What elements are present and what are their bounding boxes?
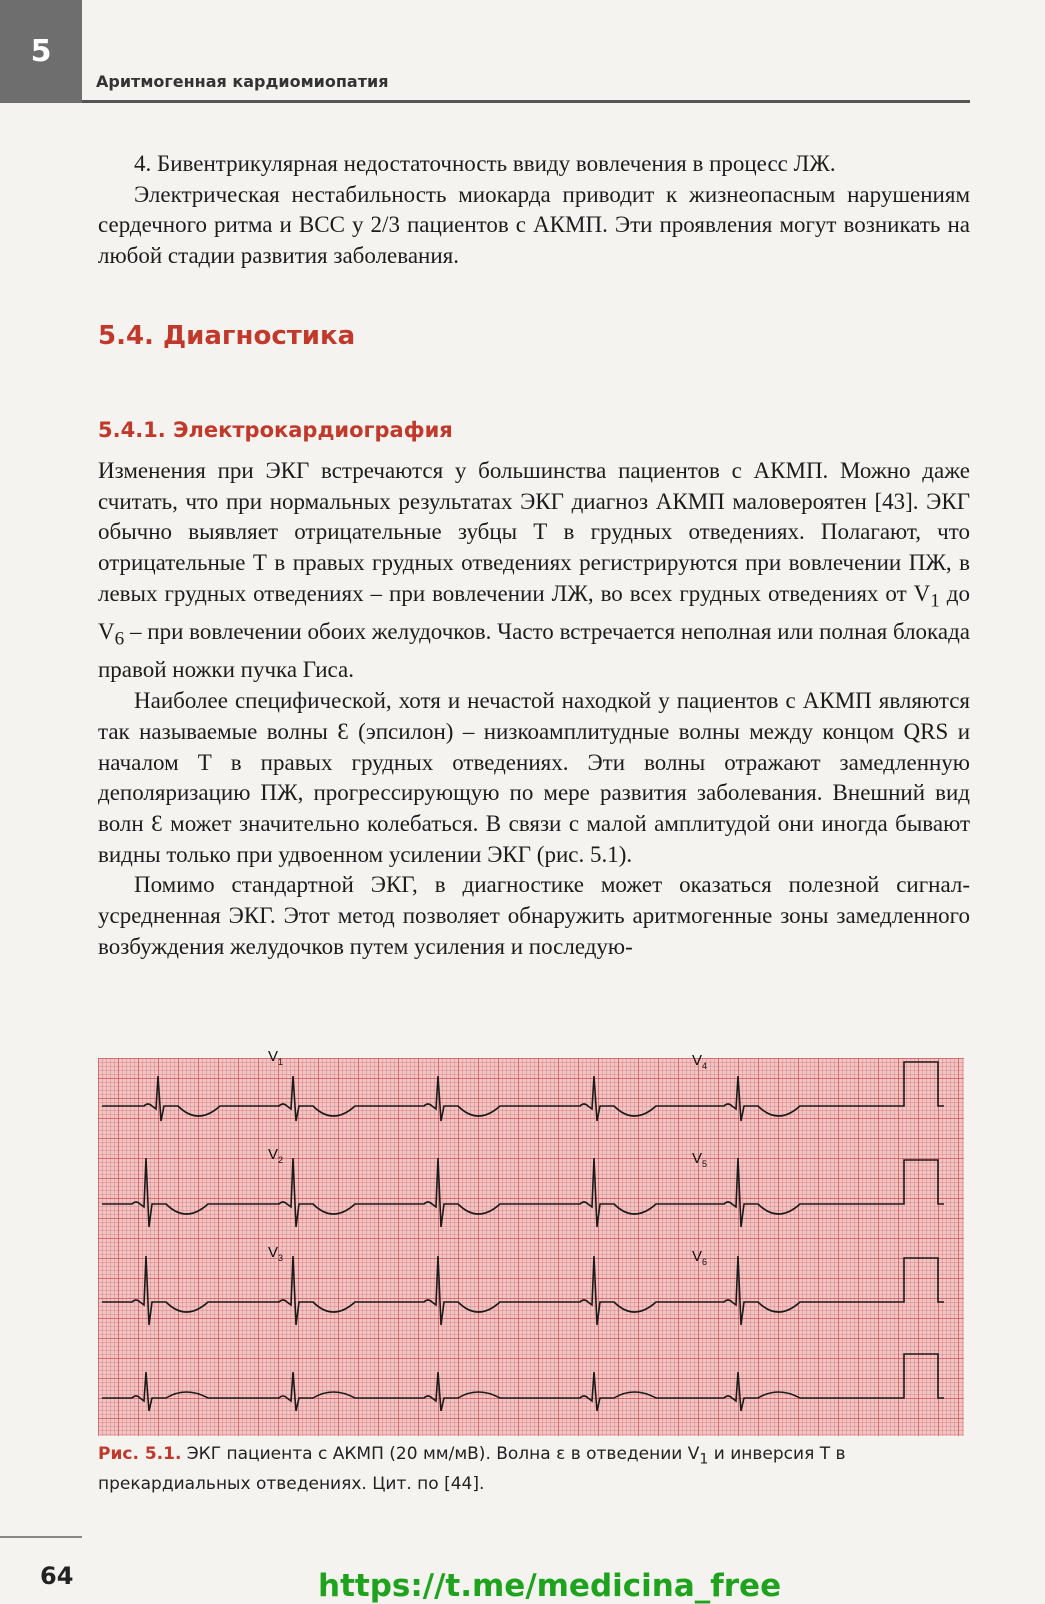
paragraph-2: Наиболее специфической, хотя и нечастой находкой у пациентов с АКМП являются так называемые волны Ɛ (эпсилон) – низкоамплитудные волны между концом QRS и началом Т в правых грудных отведениях. Эти волны отражают замедленную деполяризацию ПЖ, прогрессирующую по мере развития заболевания. Внешний вид волн Ɛ может значительно колебаться. В связи с малой амплитудой они иногда бывают видны только при удвоенном усилении ЭКГ (рис. 5.1). [98, 688, 970, 867]
paragraph-1 [98, 456, 970, 686]
lead-label-v2: $V_2$ [268, 1146, 284, 1165]
lead-v1-sub: 1 [930, 590, 940, 612]
paragraph-1-part-a: Изменения при ЭКГ встречаются у большинства пациентов с АКМП. Можно даже считать, что при нормальных результатах ЭКГ диагноз АКМП маловероятен [43]. ЭКГ обычно выявляет отрицательные зубцы Т в грудных отведениях. Полагают, что отрицательные Т в правых грудных отведениях регистрируются при вовлечении ПЖ, в левых грудных отведениях – при вовлечении ЛЖ, во всех грудных отведениях от [98, 458, 970, 606]
chapter-number-tab [0, 0, 82, 103]
intro-text [98, 149, 970, 272]
intro-paragraph: Электрическая нестабильность миокарда приводит к жизнеопасным нарушениям сердечного ритма и ВСС у 2/3 пациентов с АКМП. Эти проявления могут возникать на любой стадии развития заболевания. [98, 181, 970, 269]
ecg-trace-row-1 [102, 1076, 898, 1121]
paragraph-1-mid: до [939, 580, 971, 606]
paragraph-1-part-b: – при вовлечении обоих желудочков. Часто встречается неполная или полная блокада правой ножки пучка Гиса. [98, 619, 970, 683]
ecg-trace-row-2 [102, 1158, 898, 1227]
page-number: 64 [40, 1562, 74, 1590]
footer-rule [0, 1536, 82, 1538]
caption-sub: 1 [699, 1451, 709, 1468]
watermark-link[interactable]: https://t.me/medicina_free [318, 1568, 782, 1604]
header-rule [82, 100, 970, 103]
caption-text-a: ЭКГ пациента с АКМП (20 мм/мВ). Волна ε в отведении V [181, 1444, 700, 1464]
section-heading: 5.4. Диагностика [98, 321, 356, 351]
chapter-number: 5 [30, 34, 52, 69]
paragraph-3: Помимо стандартной ЭКГ, в диагностике может оказаться полезной сигнал-усредненная ЭКГ. Этот метод позволяет обнаружить аритмогенные зоны замедленного возбуждения желудочков путем усиления и последую- [98, 872, 970, 959]
lead-label-v1: $V_1$ [268, 1048, 284, 1067]
caption-text-b: и инверсия Т в прекардиальных отведениях. Цит. по [44]. [98, 1444, 846, 1495]
caption-label: Рис. 5.1. [98, 1444, 182, 1464]
calibration-pulse-row-2 [898, 1160, 944, 1204]
ecg-trace-row-4 [102, 1372, 898, 1411]
lead-v1: V [913, 580, 931, 606]
subsection-heading: 5.4.1. Электрокардиография [98, 418, 453, 442]
body-text [98, 456, 970, 962]
calibration-pulse-row-3 [898, 1258, 944, 1302]
ecg-traces [98, 1058, 964, 1436]
lead-label-v4: $V_4$ [692, 1052, 708, 1071]
ecg-figure [98, 1048, 964, 1436]
ecg-trace-row-3 [102, 1256, 898, 1325]
calibration-pulse-row-1 [898, 1062, 944, 1106]
running-title: Аритмогенная кардиомиопатия [96, 72, 389, 91]
lead-label-v6: $V_6$ [692, 1248, 708, 1267]
lead-label-v3: $V_3$ [268, 1244, 284, 1263]
lead-v6-sub: 6 [114, 628, 125, 650]
lead-label-v5: $V_5$ [692, 1150, 708, 1169]
intro-line-1: 4. Бивентрикулярная недостаточность ввиду вовлечения в процесс ЛЖ. [134, 151, 836, 176]
calibration-pulse-row-4 [898, 1354, 944, 1398]
figure-caption [98, 1442, 970, 1497]
lead-v6: V [98, 619, 115, 645]
